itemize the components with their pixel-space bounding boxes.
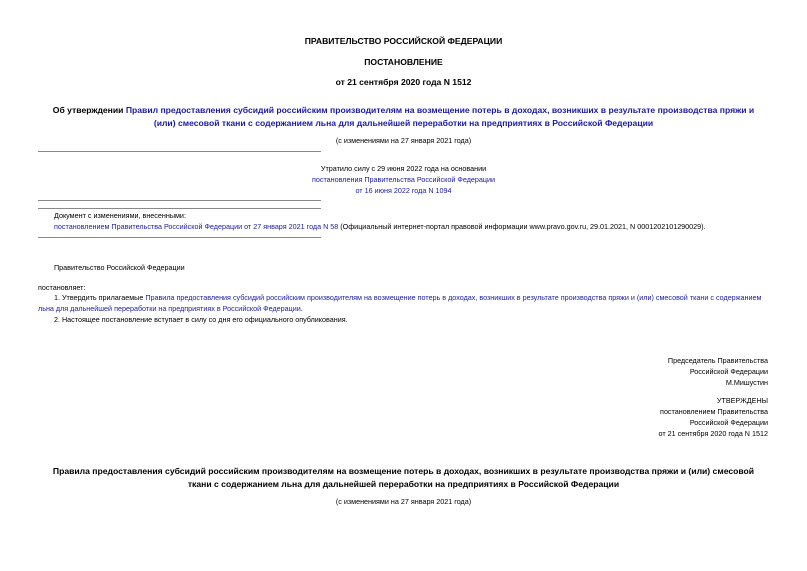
title-rules-link[interactable]: Правил предоставления субсидий российским производителям на возмещение потерь в доходах, возникших в результате производства пряжи и: [125, 105, 755, 115]
separator-line: [38, 237, 321, 238]
separator-line: [38, 208, 321, 209]
approved-body: Российской Федерации: [689, 418, 768, 427]
approved-by: постановлением Правительства: [660, 407, 768, 416]
rules-changes-note: (с изменениями на 27 января 2021 года): [335, 497, 472, 506]
approved-title: УТВЕРЖДЕНЫ: [716, 396, 768, 405]
separator-line: [38, 151, 321, 152]
signature-body: Российской Федерации: [689, 367, 768, 376]
item1-rules-link-cont[interactable]: льна для дальнейшей переработки на предприятиях в Российской Федерации: [38, 304, 301, 313]
body-item-1: [38, 292, 770, 314]
invalid-notice-link[interactable]: постановления Правительства Российской Федерации: [311, 175, 496, 184]
invalid-notice-link-date[interactable]: от 16 июня 2022 года N 1094: [355, 186, 452, 195]
signature-block: [480, 355, 768, 388]
invalid-notice: [250, 163, 557, 196]
document-title: [30, 104, 777, 130]
changes-doc-link[interactable]: постановлением Правительства Российской Федерации от 27 января 2021 года N 58: [54, 222, 339, 231]
separator-line: [38, 200, 321, 201]
header-date-number: от 21 сентября 2020 года N 1512: [335, 77, 472, 87]
signature-position: Председатель Правительства: [667, 356, 768, 365]
signature-name: М.Мишустин: [725, 378, 768, 387]
changes-doc-line: [54, 221, 784, 232]
approved-block: [480, 395, 768, 439]
invalid-notice-text: Утратило силу с 29 июня 2022 года на основании: [320, 164, 487, 173]
changes-doc-label: Документ с изменениями, внесенными:: [54, 211, 186, 220]
title-rules-link-cont[interactable]: (или) смесовой ткани с содержанием льна для дальнейшей переработки на предприятиях в Российской Федерации: [153, 118, 654, 128]
title-changes-note: (с изменениями на 27 января 2021 года): [335, 136, 472, 145]
header-decree-type: ПОСТАНОВЛЕНИЕ: [364, 57, 443, 67]
body-government: Правительство Российской Федерации: [54, 263, 185, 272]
item1-prefix: 1. Утвердить прилагаемые: [54, 293, 146, 302]
changes-doc-tail: (Официальный интернет-портал правовой информации www.pravo.gov.ru, 29.01.2021, N 0001202101290029).: [338, 222, 706, 231]
item1-suffix: .: [300, 304, 303, 313]
body-decrees: постановляет:: [38, 283, 86, 292]
approved-date: от 21 сентября 2020 года N 1512: [658, 429, 768, 438]
rules-title-line2: ткани с содержанием льна для дальнейшей переработки на предприятиях в Российской Федерации: [187, 479, 620, 489]
title-prefix: Об утверждении: [52, 105, 126, 115]
rules-title: [30, 465, 777, 491]
header-government: ПРАВИТЕЛЬСТВО РОССИЙСКОЙ ФЕДЕРАЦИИ: [304, 36, 503, 46]
rules-title-line1: Правила предоставления субсидий российским производителям на возмещение потерь в доходах, возникших в результате производства пряжи и (или) смесовой: [52, 466, 755, 476]
body-item-2: 2. Настоящее постановление вступает в силу со дня его официального опубликования.: [54, 315, 348, 324]
item1-rules-link[interactable]: Правила предоставления субсидий российским производителям на возмещение потерь в доходах, возникших в результате производства пряжи и (или) смесовой ткани с содержанием: [145, 293, 762, 302]
